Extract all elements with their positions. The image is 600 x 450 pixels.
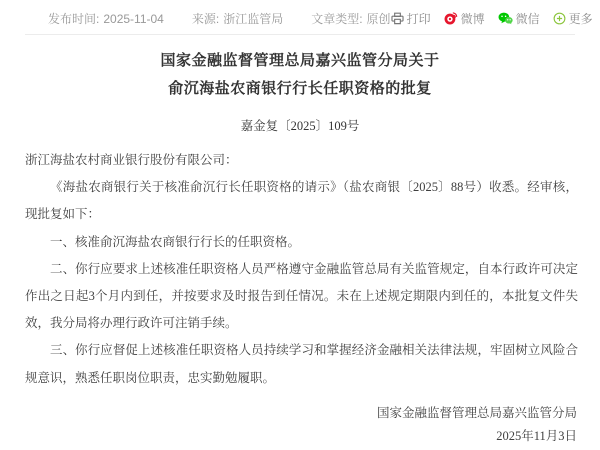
wechat-icon [498,12,513,25]
more-plus-icon [553,12,566,25]
paragraph: 一、核准俞沉海盐农商银行行长的任职资格。 [50,234,301,249]
document-body [25,147,578,392]
weibo-label: 微博 [460,11,485,26]
weibo-icon [444,11,458,25]
publish-time-value: 2025-11-04 [103,11,164,26]
print-label: 打印 [406,11,431,26]
more-label: 更多 [568,11,593,26]
paragraph: 三、你行应督促上述核准任职资格人员持续学习和掌握经济金融相关法律法规，牢固树立风险合规意识，熟悉任职岗位职责，忠实勤勉履职。 [25,343,578,385]
divider [25,34,575,35]
page-title [30,47,570,103]
source-label: 来源: [191,11,220,26]
source-value: 浙江监管局 [223,11,284,26]
title-line-2: 俞沉海盐农商银行行长任职资格的批复 [168,81,432,97]
publish-time [48,10,164,27]
wechat-share-button[interactable] [498,10,540,27]
weibo-share-button[interactable] [444,10,485,27]
paragraph: 《海盐农商银行关于核准俞沉行长任职资格的请示》（盐农商银〔2025〕88号）收悉。经审核，现批复如下： [25,180,578,222]
meta-bar [0,0,600,34]
share-bar [391,10,593,27]
article-type [311,10,390,27]
print-button[interactable] [391,10,431,27]
more-share-button[interactable] [553,10,593,27]
article-type-value: 原创 [366,11,391,26]
title-line-1: 国家金融监督管理总局嘉兴监管分局关于 [160,53,440,69]
signature-block [0,400,600,447]
source [192,10,283,27]
salutation: 浙江海盐农村商业银行股份有限公司： [25,153,238,167]
document-number: 嘉金复〔2025〕109号 [240,119,360,133]
wechat-label: 微信 [515,11,540,26]
article-type-label: 文章类型: [311,11,363,26]
paragraph: 二、你行应要求上述核准任职资格人员严格遵守金融监管总局有关监管规定，自本行政许可决定作出之日起3个月内到任，并按要求及时报告到任情况。未在上述规定期限内到任的，本批复文件失效，我分局将办理行政许可注销手续。 [25,261,578,331]
signature-date: 2025年11月3日 [496,428,577,443]
meta-info [48,10,391,27]
publish-time-label: 发布时间: [48,11,100,26]
signature-org: 国家金融监督管理总局嘉兴监管分局 [376,405,577,420]
printer-icon [391,12,404,25]
